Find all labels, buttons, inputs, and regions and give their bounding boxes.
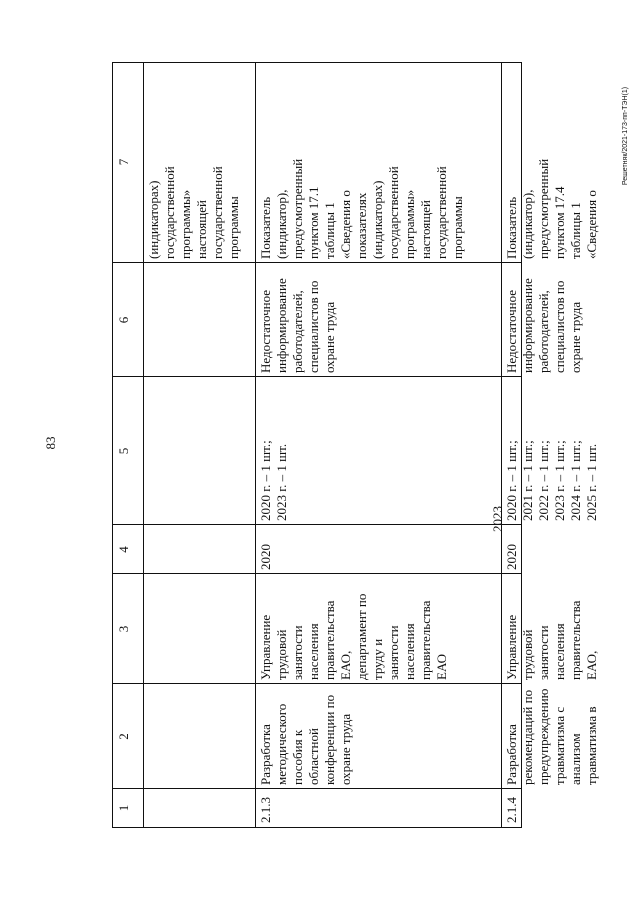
document-reference: Решетняк/2021-173-пп-ТЭН(1) [622, 86, 629, 186]
year-start: 2020 [258, 544, 273, 570]
column-header-6: 6 [116, 316, 131, 324]
column-header-3: 3 [116, 625, 131, 633]
page-number: 83 [43, 436, 58, 450]
indicator-cell-continued: (индикаторах) государственной программы» настоящей государственной программы [146, 166, 241, 259]
executor-cell: Управление трудовой занятости населения правительства ЕАО, департамент по труду и занятости населения правительства ЕАО [258, 593, 449, 680]
activity-name-cell: Разработка рекомендаций по предупреждению травматизма с анализом травматизма в [504, 688, 599, 785]
row-number-2-1-4: 2.1.4 [504, 797, 519, 823]
indicator-cell: Показатель (индикатор), предусмотренный пунктом 17.4 таблицы 1 «Сведения о [504, 158, 599, 259]
activity-name-cell: Разработка методического пособия к областной конференции по охране труда [258, 694, 353, 785]
problem-cell: Недостаточное информирование работодателей, специалистов по охране труда [504, 278, 583, 373]
column-header-7: 7 [116, 158, 131, 166]
program-table [112, 62, 599, 828]
column-header-5: 5 [116, 447, 131, 455]
row-number-2-1-3: 2.1.3 [258, 797, 273, 823]
results-cell: 2020 г. – 1 шт.; 2023 г. – 1 шт. [258, 440, 289, 521]
executor-cell: Управление трудовой занятости населения правительства ЕАО, [504, 600, 599, 680]
column-header-1: 1 [116, 804, 131, 812]
year-second: 2023 [490, 506, 505, 532]
years-cell [255, 506, 505, 574]
column-header-2: 2 [116, 733, 131, 740]
problem-cell: Недостаточное информирование работодателей, специалистов по охране труда [258, 278, 337, 373]
indicator-cell: Показатель (индикатор), предусмотренный пунктом 17.1 таблицы 1 «Сведения о показателях (индикаторах) государственной программы» настоящей государственной программы [258, 158, 465, 259]
years-cell: 2020 [504, 544, 519, 570]
results-cell: 2020 г. – 1 шт.; 2021 г. – 1 шт.; 2022 г. – 1 шт.; 2023 г. – 1 шт.; 2024 г. – 1 шт.; 2025 г. – 1 шт. [504, 440, 599, 521]
column-header-4: 4 [116, 546, 131, 553]
